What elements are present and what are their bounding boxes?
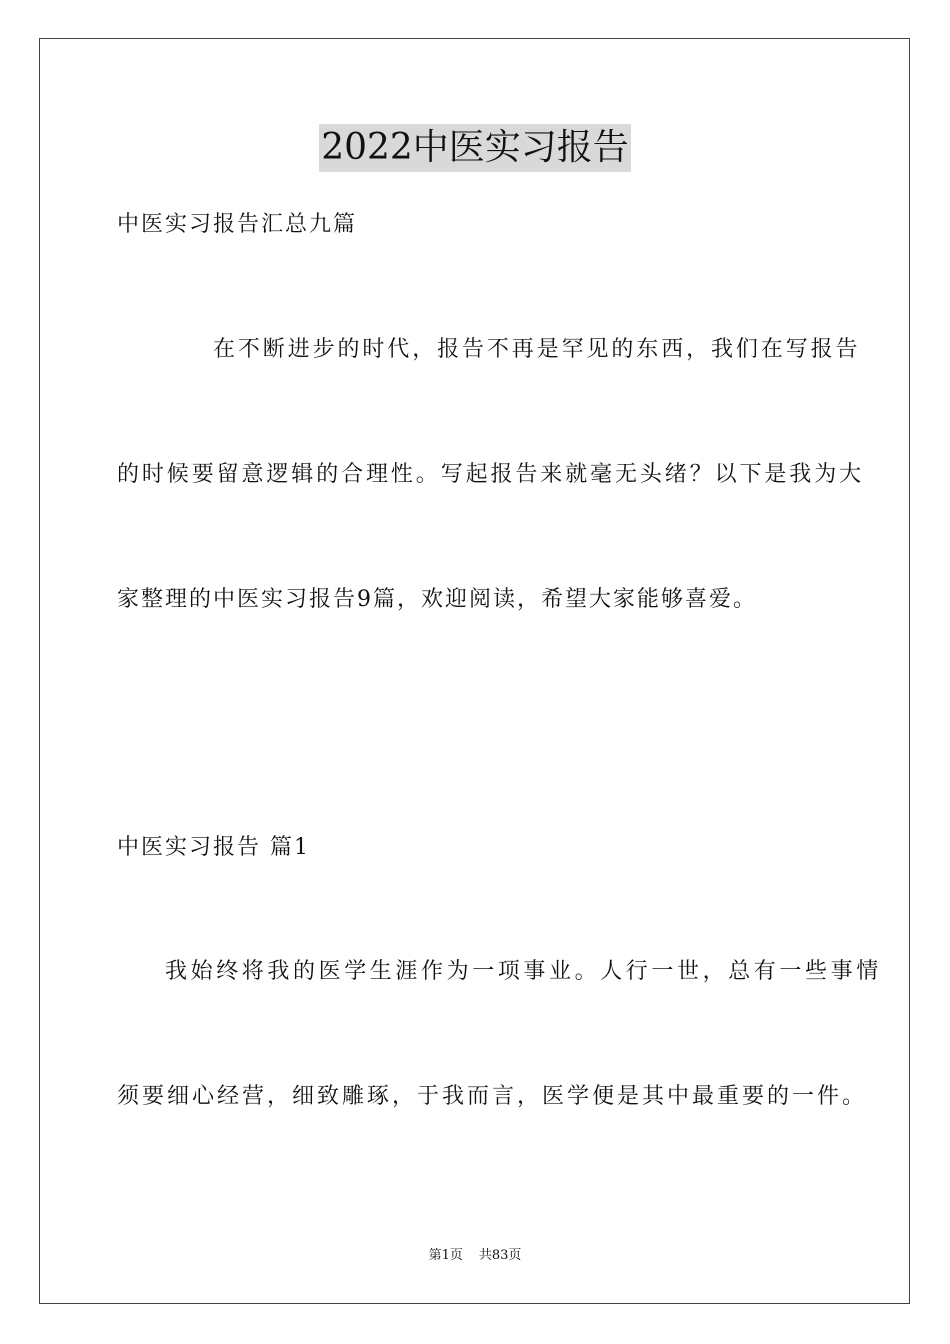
intro-line-3: 家整理的中医实习报告9篇，欢迎阅读，希望大家能够喜爱。: [117, 587, 757, 612]
section-paragraph-line-2: 须要细心经营，细致雕琢，于我而言，医学便是其中最重要的一件。: [117, 1084, 868, 1109]
document-title: 2022中医实习报告: [319, 124, 631, 172]
page-total: 共83页: [478, 1248, 522, 1263]
page-footer: [0, 1247, 950, 1265]
intro-line-1: 在不断进步的时代，报告不再是罕见的东西，我们在写报告: [213, 337, 861, 362]
page-number: 第1页: [428, 1248, 463, 1263]
section-heading: 中医实习报告 篇1: [117, 835, 310, 860]
document-subtitle: 中医实习报告汇总九篇: [117, 212, 358, 237]
section-paragraph-line-1: 我始终将我的医学生涯作为一项事业。人行一世，总有一些事情: [165, 959, 882, 984]
title-container: [0, 124, 950, 172]
intro-line-2: 的时候要留意逻辑的合理性。写起报告来就毫无头绪？以下是我为大: [117, 462, 865, 487]
